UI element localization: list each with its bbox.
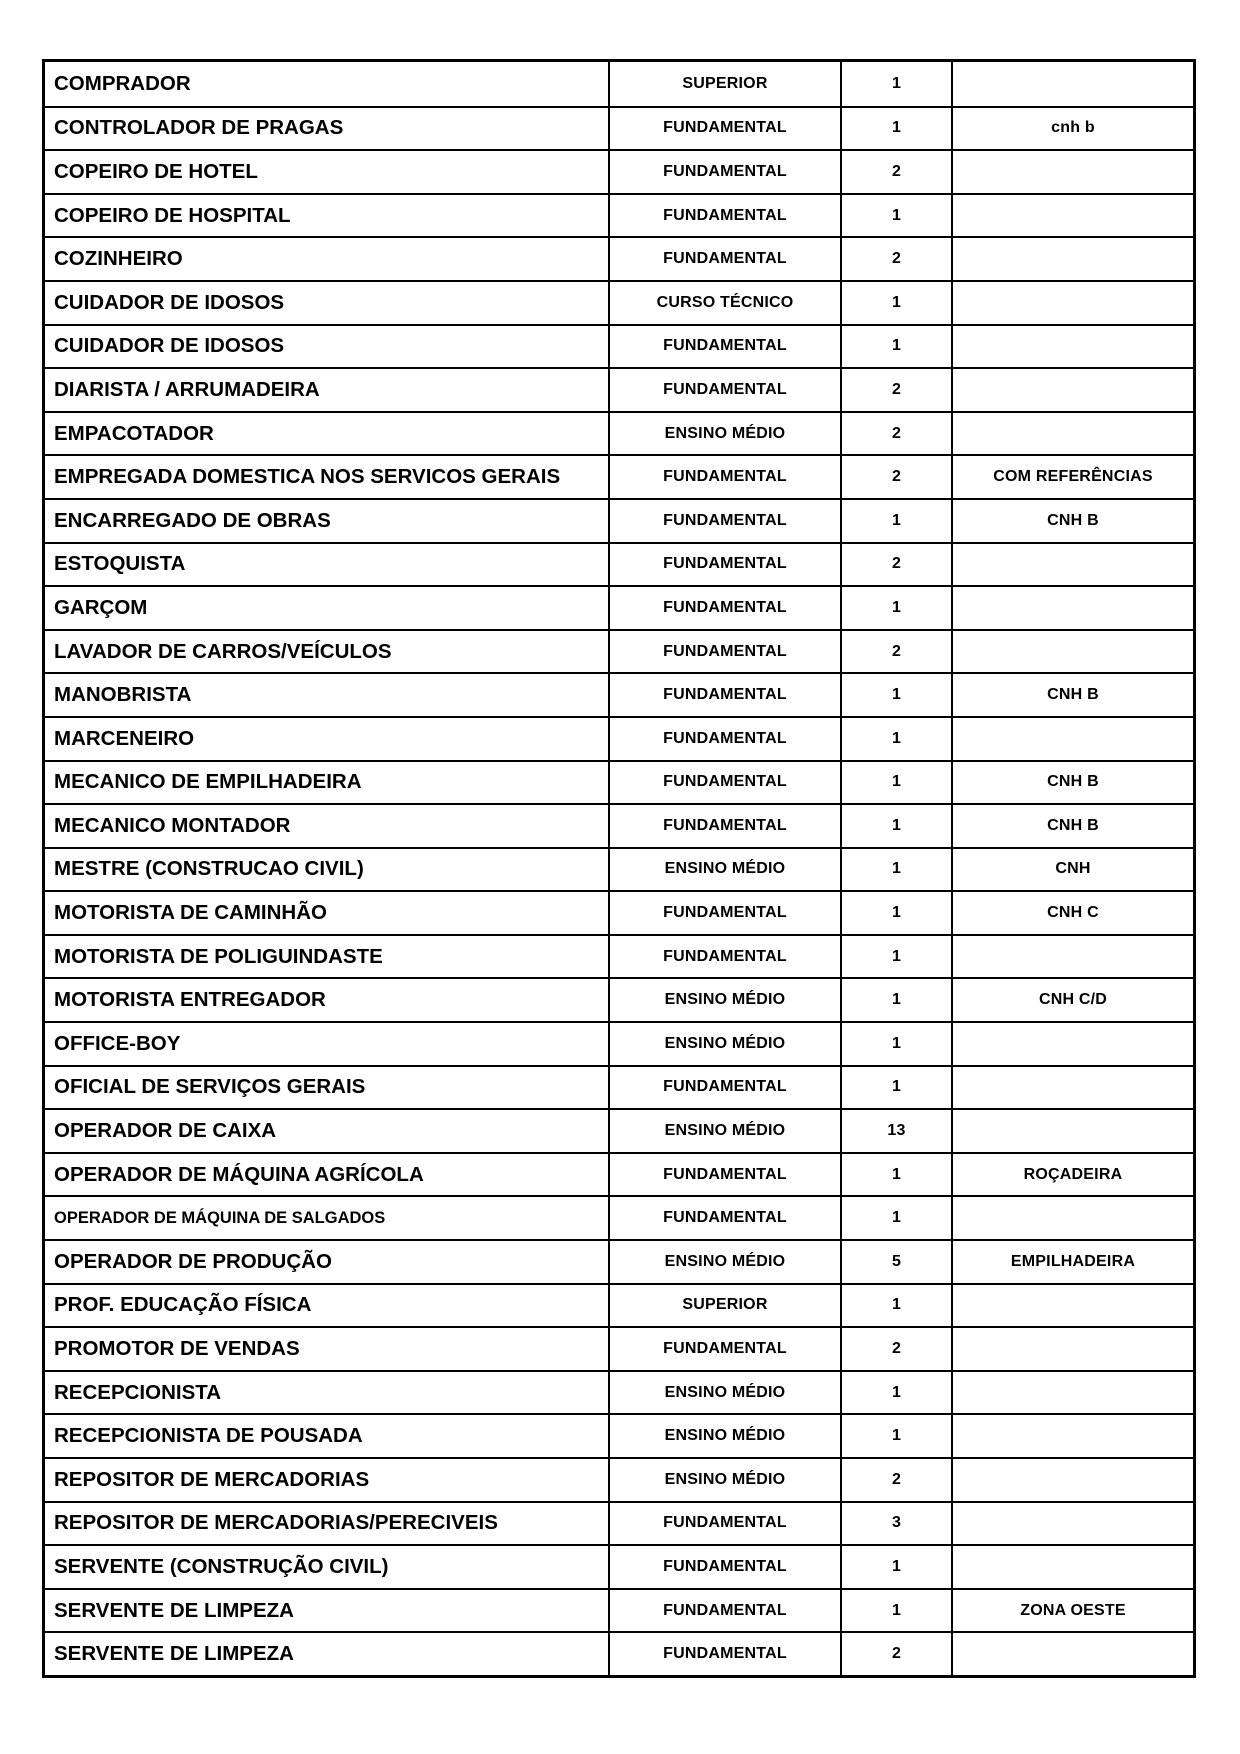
table-row (45, 1283, 1193, 1327)
table-row (45, 62, 1193, 106)
notes-cell: CNH C (951, 892, 1193, 934)
education-cell: FUNDAMENTAL (608, 631, 840, 673)
job-title-cell: REPOSITOR DE MERCADORIAS/PERECIVEIS (54, 1511, 498, 1535)
job-title-cell: OPERADOR DE PRODUÇÃO (54, 1249, 332, 1273)
table-row (45, 1152, 1193, 1196)
quantity-cell: 1 (840, 108, 951, 150)
quantity-cell: 2 (840, 151, 951, 193)
education-cell: ENSINO MÉDIO (608, 1415, 840, 1457)
education-cell: FUNDAMENTAL (608, 1067, 840, 1109)
quantity-cell: 1 (840, 326, 951, 368)
job-title-cell: RECEPCIONISTA (54, 1380, 222, 1404)
table-row (45, 1370, 1193, 1414)
notes-cell (951, 1285, 1193, 1327)
quantity-cell: 2 (840, 369, 951, 411)
notes-cell (951, 1633, 1193, 1675)
notes-cell: CNH B (951, 805, 1193, 847)
notes-cell (951, 195, 1193, 237)
job-title-cell: COPEIRO DE HOSPITAL (54, 203, 291, 227)
job-title-cell: LAVADOR DE CARROS/VEÍCULOS (54, 639, 392, 663)
notes-cell: CNH (951, 849, 1193, 891)
education-cell: FUNDAMENTAL (608, 936, 840, 978)
job-title-cell: OFICIAL DE SERVIÇOS GERAIS (54, 1075, 366, 1099)
table-row (45, 106, 1193, 150)
table-row (45, 193, 1193, 237)
education-cell: ENSINO MÉDIO (608, 979, 840, 1021)
notes-cell (951, 1067, 1193, 1109)
notes-cell: CNH B (951, 500, 1193, 542)
job-title-cell: COPEIRO DE HOTEL (54, 159, 258, 183)
quantity-cell: 2 (840, 1328, 951, 1370)
notes-cell: CNH B (951, 762, 1193, 804)
education-cell: CURSO TÉCNICO (608, 282, 840, 324)
notes-cell (951, 1023, 1193, 1065)
education-cell: FUNDAMENTAL (608, 1503, 840, 1545)
job-title-cell: SERVENTE DE LIMPEZA (54, 1642, 294, 1666)
education-cell: FUNDAMENTAL (608, 674, 840, 716)
education-cell: SUPERIOR (608, 62, 840, 106)
table-row (45, 1239, 1193, 1283)
notes-cell (951, 413, 1193, 455)
table-row (45, 454, 1193, 498)
job-title-cell: OPERADOR DE MÁQUINA AGRÍCOLA (54, 1162, 424, 1186)
job-title-cell: CONTROLADOR DE PRAGAS (54, 116, 344, 140)
table-row (45, 1501, 1193, 1545)
notes-cell: EMPILHADEIRA (951, 1241, 1193, 1283)
quantity-cell: 1 (840, 849, 951, 891)
notes-cell (951, 326, 1193, 368)
table-row (45, 1021, 1193, 1065)
quantity-cell: 1 (840, 62, 951, 106)
education-cell: FUNDAMENTAL (608, 1590, 840, 1632)
education-cell: FUNDAMENTAL (608, 544, 840, 586)
table-row (45, 367, 1193, 411)
notes-cell (951, 1197, 1193, 1239)
job-title-cell: OPERADOR DE MÁQUINA DE SALGADOS (54, 1208, 386, 1227)
job-title-cell: RECEPCIONISTA DE POUSADA (54, 1424, 363, 1448)
job-title-cell: CUIDADOR DE IDOSOS (54, 334, 285, 358)
education-cell: FUNDAMENTAL (608, 805, 840, 847)
notes-cell (951, 62, 1193, 106)
notes-cell: CNH B (951, 674, 1193, 716)
job-title-cell: GARÇOM (54, 595, 148, 619)
table-row (45, 977, 1193, 1021)
quantity-cell: 2 (840, 1459, 951, 1501)
job-title-cell: COZINHEIRO (54, 247, 183, 271)
job-title-cell: SERVENTE DE LIMPEZA (54, 1598, 294, 1622)
notes-cell (951, 1503, 1193, 1545)
notes-cell (951, 282, 1193, 324)
quantity-cell: 1 (840, 1067, 951, 1109)
job-title-cell: MOTORISTA DE POLIGUINDASTE (54, 944, 383, 968)
job-title-cell: PROMOTOR DE VENDAS (54, 1337, 300, 1361)
quantity-cell: 1 (840, 1415, 951, 1457)
job-title-cell: MECANICO DE EMPILHADEIRA (54, 770, 362, 794)
education-cell: FUNDAMENTAL (608, 195, 840, 237)
quantity-cell: 3 (840, 1503, 951, 1545)
job-title-cell: ESTOQUISTA (54, 552, 186, 576)
quantity-cell: 1 (840, 1285, 951, 1327)
job-title-cell: EMPREGADA DOMESTICA NOS SERVICOS GERAIS (54, 465, 561, 489)
quantity-cell: 1 (840, 979, 951, 1021)
table-row (45, 1065, 1193, 1109)
notes-cell (951, 1415, 1193, 1457)
notes-cell (951, 1546, 1193, 1588)
quantity-cell: 1 (840, 1590, 951, 1632)
notes-cell (951, 1110, 1193, 1152)
education-cell: ENSINO MÉDIO (608, 1241, 840, 1283)
quantity-cell: 1 (840, 674, 951, 716)
education-cell: SUPERIOR (608, 1285, 840, 1327)
table-row (45, 498, 1193, 542)
quantity-cell: 2 (840, 413, 951, 455)
notes-cell: CNH C/D (951, 979, 1193, 1021)
quantity-cell: 13 (840, 1110, 951, 1152)
job-title-cell: PROF. EDUCAÇÃO FÍSICA (54, 1293, 312, 1317)
quantity-cell: 2 (840, 456, 951, 498)
job-title-cell: REPOSITOR DE MERCADORIAS (54, 1467, 370, 1491)
job-title-cell: COMPRADOR (54, 71, 191, 95)
table-row (45, 760, 1193, 804)
notes-cell (951, 936, 1193, 978)
table-row (45, 585, 1193, 629)
table-row (45, 934, 1193, 978)
table-row (45, 1108, 1193, 1152)
table-row (45, 716, 1193, 760)
table-row (45, 629, 1193, 673)
education-cell: FUNDAMENTAL (608, 762, 840, 804)
education-cell: FUNDAMENTAL (608, 1154, 840, 1196)
education-cell: ENSINO MÉDIO (608, 1023, 840, 1065)
table-row (45, 890, 1193, 934)
education-cell: FUNDAMENTAL (608, 108, 840, 150)
notes-cell (951, 1459, 1193, 1501)
table-row (45, 1631, 1193, 1675)
job-title-cell: MOTORISTA DE CAMINHÃO (54, 901, 327, 925)
quantity-cell: 2 (840, 238, 951, 280)
job-title-cell: SERVENTE (CONSTRUÇÃO CIVIL) (54, 1554, 389, 1578)
quantity-cell: 2 (840, 544, 951, 586)
education-cell: FUNDAMENTAL (608, 1633, 840, 1675)
quantity-cell: 1 (840, 1154, 951, 1196)
education-cell: FUNDAMENTAL (608, 718, 840, 760)
education-cell: FUNDAMENTAL (608, 238, 840, 280)
quantity-cell: 1 (840, 195, 951, 237)
notes-cell: cnh b (951, 108, 1193, 150)
education-cell: ENSINO MÉDIO (608, 1110, 840, 1152)
notes-cell: ROÇADEIRA (951, 1154, 1193, 1196)
notes-cell: ZONA OESTE (951, 1590, 1193, 1632)
table-row (45, 1326, 1193, 1370)
quantity-cell: 1 (840, 1546, 951, 1588)
job-title-cell: CUIDADOR DE IDOSOS (54, 290, 285, 314)
notes-cell (951, 238, 1193, 280)
education-cell: FUNDAMENTAL (608, 456, 840, 498)
education-cell: FUNDAMENTAL (608, 1328, 840, 1370)
table-row (45, 236, 1193, 280)
education-cell: FUNDAMENTAL (608, 892, 840, 934)
education-cell: FUNDAMENTAL (608, 1197, 840, 1239)
notes-cell: COM REFERÊNCIAS (951, 456, 1193, 498)
notes-cell (951, 718, 1193, 760)
quantity-cell: 1 (840, 892, 951, 934)
quantity-cell: 1 (840, 1023, 951, 1065)
education-cell: FUNDAMENTAL (608, 369, 840, 411)
job-title-cell: DIARISTA / ARRUMADEIRA (54, 377, 320, 401)
education-cell: ENSINO MÉDIO (608, 1372, 840, 1414)
notes-cell (951, 1372, 1193, 1414)
quantity-cell: 1 (840, 718, 951, 760)
job-title-cell: OFFICE-BOY (54, 1031, 181, 1055)
table-row (45, 324, 1193, 368)
table-row (45, 149, 1193, 193)
notes-cell (951, 544, 1193, 586)
quantity-cell: 1 (840, 500, 951, 542)
notes-cell (951, 151, 1193, 193)
quantity-cell: 1 (840, 1197, 951, 1239)
job-title-cell: MARCENEIRO (54, 726, 195, 750)
notes-cell (951, 1328, 1193, 1370)
education-cell: FUNDAMENTAL (608, 326, 840, 368)
table-row (45, 803, 1193, 847)
quantity-cell: 1 (840, 282, 951, 324)
notes-cell (951, 631, 1193, 673)
education-cell: FUNDAMENTAL (608, 1546, 840, 1588)
table-row (45, 1457, 1193, 1501)
job-title-cell: ENCARREGADO DE OBRAS (54, 508, 331, 532)
education-cell: ENSINO MÉDIO (608, 413, 840, 455)
job-title-cell: MANOBRISTA (54, 683, 192, 707)
quantity-cell: 5 (840, 1241, 951, 1283)
job-title-cell: EMPACOTADOR (54, 421, 214, 445)
education-cell: ENSINO MÉDIO (608, 849, 840, 891)
table-row (45, 411, 1193, 455)
table-row (45, 542, 1193, 586)
table-row (45, 672, 1193, 716)
education-cell: FUNDAMENTAL (608, 151, 840, 193)
education-cell: ENSINO MÉDIO (608, 1459, 840, 1501)
education-cell: FUNDAMENTAL (608, 500, 840, 542)
quantity-cell: 2 (840, 631, 951, 673)
job-table (42, 59, 1196, 1678)
table-row (45, 1413, 1193, 1457)
quantity-cell: 1 (840, 1372, 951, 1414)
quantity-cell: 2 (840, 1633, 951, 1675)
job-title-cell: MECANICO MONTADOR (54, 813, 291, 837)
job-title-cell: MOTORISTA ENTREGADOR (54, 988, 326, 1012)
table-row (45, 1195, 1193, 1239)
quantity-cell: 1 (840, 805, 951, 847)
table-row (45, 1544, 1193, 1588)
notes-cell (951, 587, 1193, 629)
education-cell: FUNDAMENTAL (608, 587, 840, 629)
notes-cell (951, 369, 1193, 411)
quantity-cell: 1 (840, 762, 951, 804)
job-title-cell: OPERADOR DE CAIXA (54, 1119, 277, 1143)
job-title-cell: MESTRE (CONSTRUCAO CIVIL) (54, 857, 364, 881)
quantity-cell: 1 (840, 587, 951, 629)
quantity-cell: 1 (840, 936, 951, 978)
table-row (45, 847, 1193, 891)
table-row (45, 280, 1193, 324)
table-row (45, 1588, 1193, 1632)
